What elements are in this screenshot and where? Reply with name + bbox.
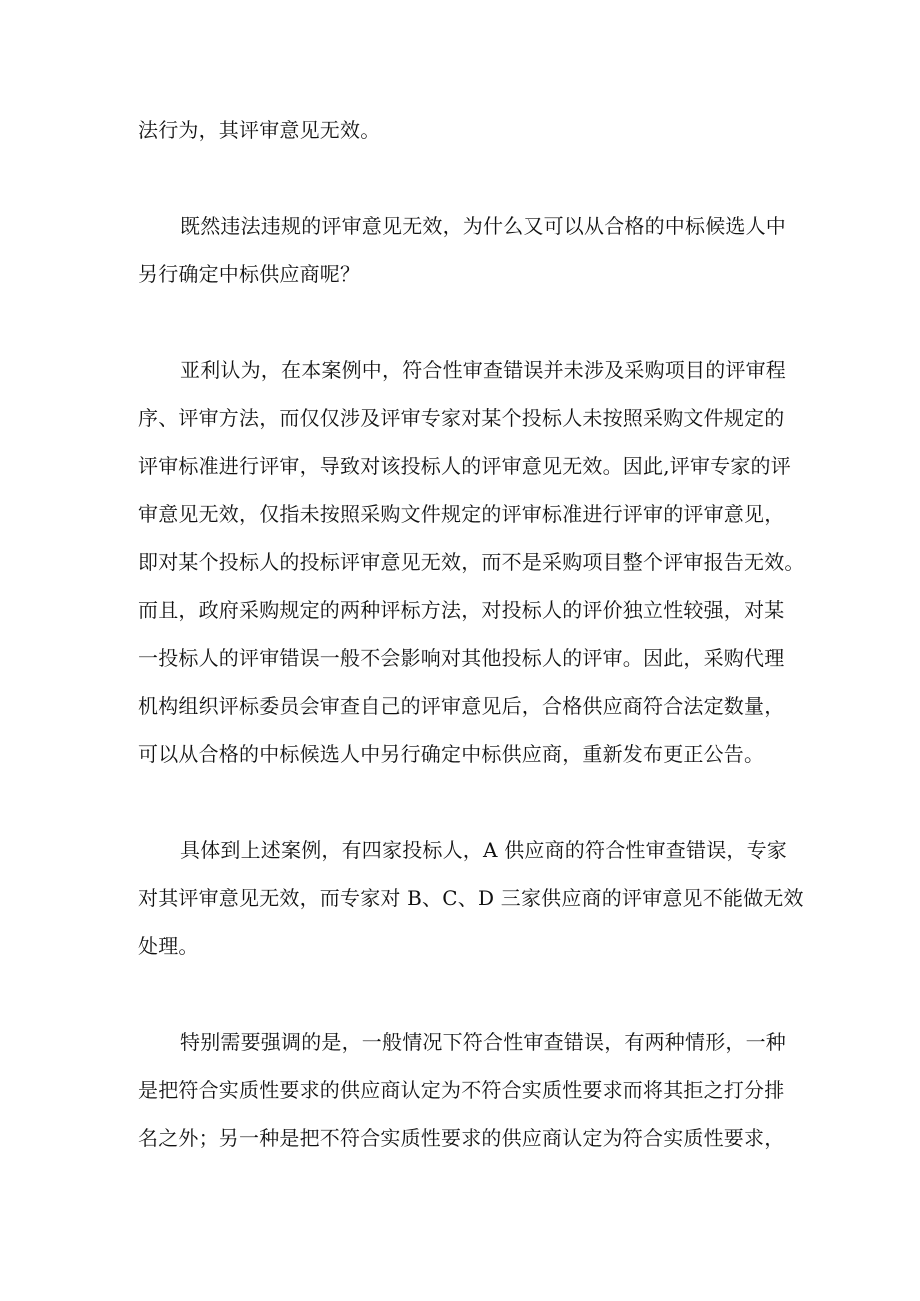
paragraph-3-line-4: 审意见无效，仅指未按照采购文件规定的评审标准进行评审的评审意见， <box>138 502 785 526</box>
paragraph-2-line-1: 既然违法违规的评审意见无效，为什么又可以从合格的中标候选人中 <box>180 214 786 238</box>
paragraph-3-line-2: 序、评审方法，而仅仅涉及评审专家对某个投标人未按照采购文件规定的 <box>138 406 785 430</box>
paragraph-1-line-1: 法行为，其评审意见无效。 <box>138 118 381 142</box>
paragraph-5-line-1: 特别需要强调的是，一般情况下符合性审查错误，有两种情形，一种 <box>180 1030 786 1054</box>
paragraph-4-line-3: 处理。 <box>138 934 199 958</box>
paragraph-3-line-9: 可以从合格的中标候选人中另行确定中标供应商，重新发布更正公告。 <box>138 742 765 766</box>
paragraph-4-line-1: 具体到上述案例，有四家投标人，A 供应商的符合性审查错误，专家 <box>180 838 788 862</box>
paragraph-5-line-3: 名之外；另一种是把不符合实质性要求的供应商认定为符合实质性要求， <box>138 1126 785 1150</box>
paragraph-3-line-5: 即对某个投标人的投标评审意见无效，而不是采购项目整个评审报告无效。 <box>138 550 805 574</box>
paragraph-3-line-6: 而且，政府采购规定的两种评标方法，对投标人的评价独立性较强，对某 <box>138 598 785 622</box>
paragraph-3-line-3: 评审标准进行评审，导致对该投标人的评审意见无效。因此,评审专家的评 <box>138 454 791 478</box>
paragraph-5-line-2: 是把符合实质性要求的供应商认定为不符合实质性要求而将其拒之打分排 <box>138 1078 785 1102</box>
paragraph-3-line-8: 机构组织评标委员会审查自己的评审意见后，合格供应商符合法定数量， <box>138 694 785 718</box>
paragraph-3-line-7: 一投标人的评审错误一般不会影响对其他投标人的评审。因此，采购代理 <box>138 646 785 670</box>
paragraph-3-line-1: 亚利认为，在本案例中，符合性审查错误并未涉及采购项目的评审程 <box>180 358 786 382</box>
paragraph-4-line-2: 对其评审意见无效，而专家对 B、C、D 三家供应商的评审意见不能做无效 <box>138 886 804 910</box>
paragraph-2-line-2: 另行确定中标供应商呢？ <box>138 262 361 286</box>
